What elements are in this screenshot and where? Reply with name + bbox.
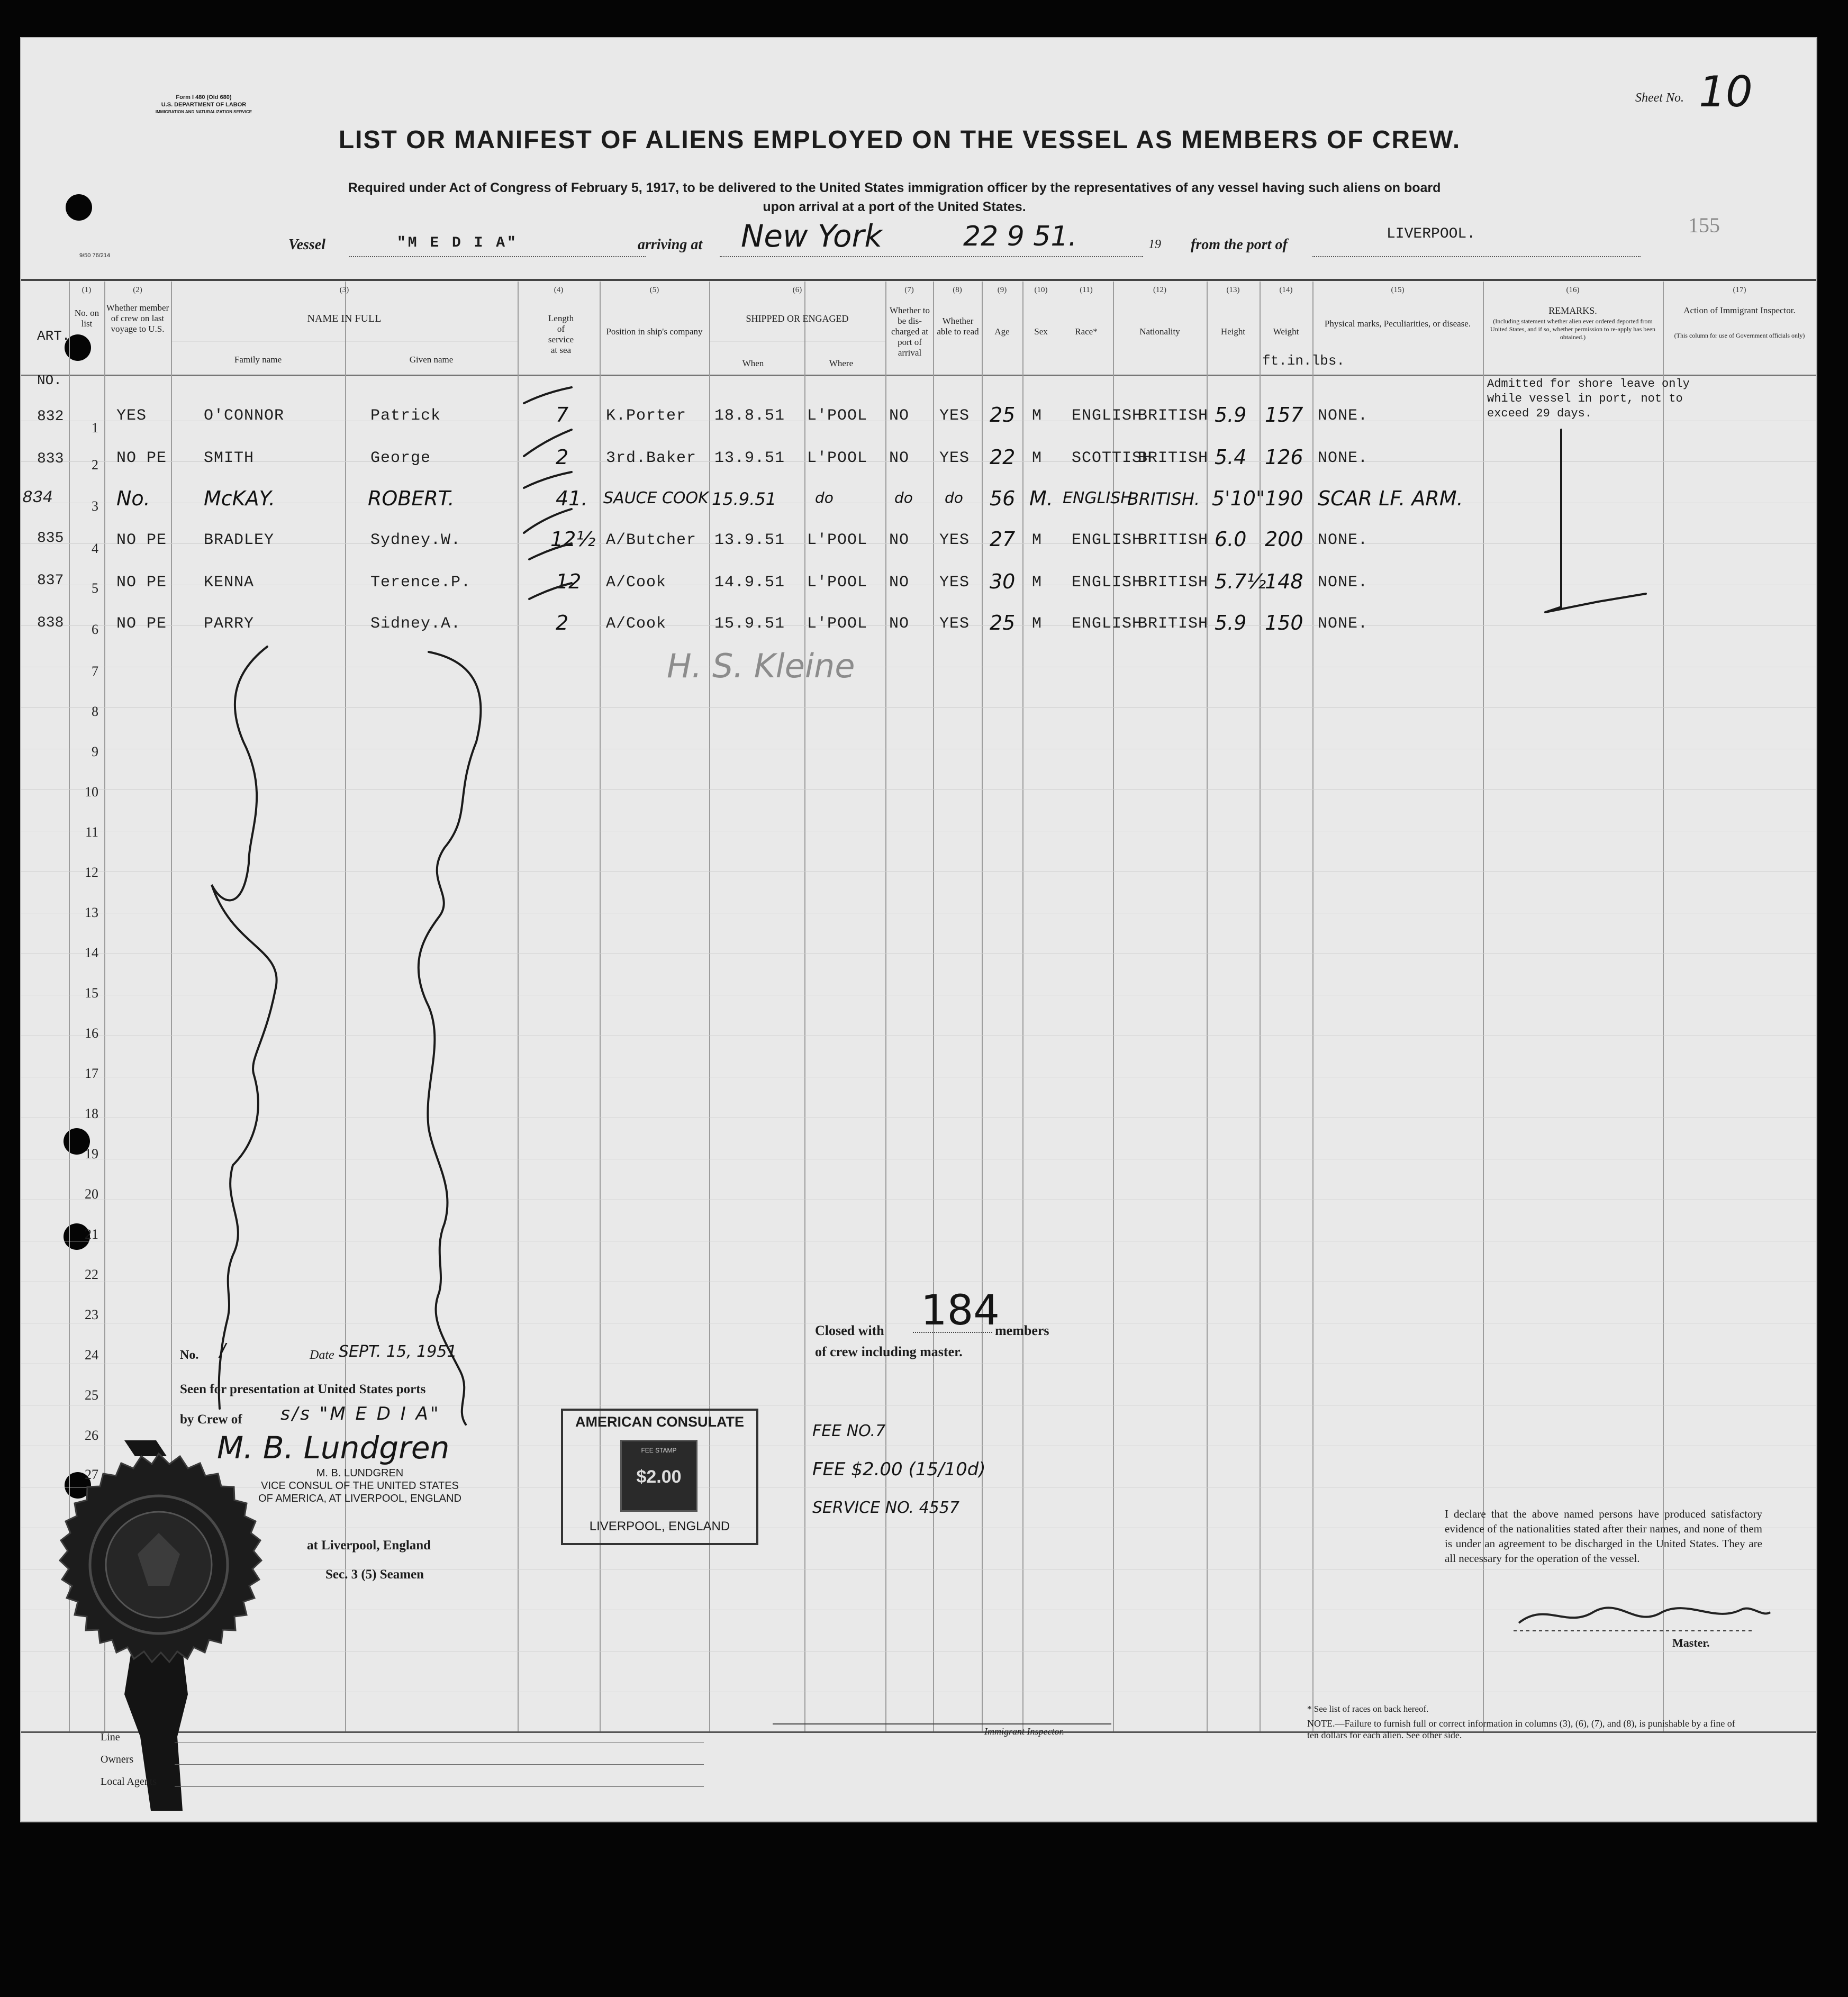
cell-given-name: ROBERT. bbox=[368, 487, 455, 510]
fee-number: FEE NO.7 bbox=[812, 1422, 886, 1440]
row-number: 24 bbox=[85, 1347, 98, 1363]
from-port-label: from the port of bbox=[1191, 237, 1288, 253]
cell-race: ENGLISH bbox=[1072, 531, 1143, 549]
form-id-line3: IMMIGRATION AND NATURALIZATION SERVICE bbox=[155, 110, 252, 114]
row-number: 11 bbox=[85, 824, 98, 840]
inspector-initials: H. S. Kleine bbox=[667, 647, 855, 685]
crew-including-master: of crew including master. bbox=[815, 1344, 963, 1359]
cell-where: L'POOL bbox=[807, 574, 868, 592]
master-signature bbox=[1503, 1591, 1778, 1639]
cell-discharged: NO bbox=[889, 449, 910, 467]
art-label: ART. bbox=[37, 328, 70, 344]
footer-owners-label: Owners bbox=[101, 1754, 134, 1765]
row-number: 1 bbox=[92, 420, 98, 435]
cell-service: 7 bbox=[556, 403, 569, 426]
cell-race: SCOTTISH bbox=[1072, 449, 1153, 467]
cell-discharged: NO bbox=[889, 407, 910, 425]
consulate-stamp-top: AMERICAN CONSULATE bbox=[575, 1414, 744, 1430]
row-number: 12 bbox=[85, 865, 98, 880]
cell-sex: M. bbox=[1029, 487, 1053, 510]
cell-family-name: O'CONNOR bbox=[204, 407, 285, 425]
by-crew-label: by Crew of bbox=[180, 1412, 242, 1427]
cell-discharged: do bbox=[894, 489, 913, 506]
col-where: Where bbox=[829, 358, 854, 368]
closed-with-label: Closed with bbox=[815, 1323, 884, 1338]
immigrant-inspector-label: Immigrant Inspector. bbox=[984, 1726, 1064, 1737]
cell-service: 12 bbox=[556, 570, 582, 593]
closed-count-underline bbox=[913, 1332, 992, 1333]
members-label: members bbox=[995, 1323, 1049, 1338]
row-number: 26 bbox=[85, 1428, 98, 1443]
cell-age: 56 bbox=[990, 487, 1016, 510]
col-nationality: Nationality bbox=[1139, 326, 1180, 337]
row-number: 17 bbox=[85, 1066, 98, 1081]
consul-no-value: / bbox=[220, 1340, 226, 1361]
cell-where: do bbox=[815, 489, 834, 506]
form-id-line1: Form I 480 (Old 680) bbox=[176, 94, 232, 101]
cell-sex: M bbox=[1032, 407, 1043, 425]
by-crew-vessel: s/s "M E D I A" bbox=[280, 1403, 441, 1424]
col-number: (12) bbox=[1153, 286, 1166, 294]
cell-race: ENGLISH bbox=[1063, 489, 1133, 507]
arriving-port: New York bbox=[741, 218, 882, 254]
cell-weight: 150 bbox=[1265, 611, 1303, 634]
cell-sex: M bbox=[1032, 574, 1043, 592]
col-given-name: Given name bbox=[409, 355, 454, 365]
col-number: (14) bbox=[1279, 286, 1293, 294]
master-label: Master. bbox=[1672, 1636, 1710, 1649]
ditto-wave-right bbox=[419, 652, 481, 1424]
cell-family-name: KENNA bbox=[204, 574, 255, 592]
col-number: (9) bbox=[997, 286, 1007, 294]
col-number: (5) bbox=[649, 286, 659, 294]
service-slash bbox=[524, 472, 572, 488]
cell-height: 5.7½ bbox=[1215, 570, 1266, 593]
col-physical-marks: Physical marks, Peculiarities, or disease. bbox=[1324, 319, 1471, 329]
row-number: 8 bbox=[92, 704, 98, 719]
col-number: (11) bbox=[1080, 286, 1093, 294]
form-id-line2: U.S. DEPARTMENT OF LABOR bbox=[161, 102, 247, 108]
row-number: 21 bbox=[85, 1227, 98, 1242]
cell-service: 12½ bbox=[550, 528, 596, 551]
cell-when: 15.9.51 bbox=[714, 615, 785, 633]
col-number: (8) bbox=[953, 286, 962, 294]
cell-marks: SCAR LF. ARM. bbox=[1318, 487, 1463, 510]
cell-weight: 126 bbox=[1265, 446, 1303, 469]
cell-height: 5.9 bbox=[1215, 611, 1247, 634]
row-number: 14 bbox=[85, 945, 98, 960]
cell-nationality: BRITISH bbox=[1138, 574, 1209, 592]
subtitle-line1: Required under Act of Congress of February 5, 1917, to be delivered to the United States immigration officer by the representatives of any vessel having such aliens on board bbox=[348, 180, 1441, 195]
cell-read: YES bbox=[939, 531, 970, 549]
col-number: (13) bbox=[1226, 286, 1240, 294]
cell-last-voyage: NO PE bbox=[116, 615, 167, 633]
row-number: 16 bbox=[85, 1025, 98, 1041]
cell-weight: 148 bbox=[1265, 570, 1303, 593]
stamp-number: 155 bbox=[1688, 213, 1720, 237]
row-number: 2 bbox=[92, 457, 98, 473]
row-number: 19 bbox=[85, 1146, 98, 1161]
col-number: (3) bbox=[339, 286, 349, 294]
footer-agents-label: Local Agents bbox=[101, 1776, 157, 1787]
arriving-label: arriving at bbox=[638, 237, 703, 253]
subtitle-line2: upon arrival at a port of the United States. bbox=[763, 199, 1026, 214]
cell-service: 41. bbox=[556, 487, 588, 510]
cell-where: L'POOL bbox=[807, 615, 868, 633]
col-number: (2) bbox=[133, 286, 142, 294]
year-prefix: 19 bbox=[1148, 238, 1161, 251]
consulate-stamp-bottom: LIVERPOOL, ENGLAND bbox=[589, 1519, 730, 1533]
cell-when: 18.8.51 bbox=[714, 407, 785, 425]
row-number: 9 bbox=[92, 744, 98, 759]
closed-count: 184 bbox=[921, 1287, 1000, 1335]
cell-nationality: BRITISH bbox=[1138, 615, 1209, 633]
consul-date: SEPT. 15, 1951 bbox=[339, 1342, 457, 1361]
inspector-signature-line bbox=[773, 1723, 1111, 1724]
art-number: 833 bbox=[37, 451, 64, 467]
cell-last-voyage: NO PE bbox=[116, 574, 167, 592]
col-number: (4) bbox=[554, 286, 564, 294]
page-title: LIST OR MANIFEST OF ALIENS EMPLOYED ON THE VESSEL AS MEMBERS OF CREW. bbox=[338, 126, 1461, 154]
row-number: 20 bbox=[85, 1186, 98, 1202]
art-number: 835 bbox=[37, 530, 64, 547]
col-number: (6) bbox=[792, 286, 802, 294]
cell-position: A/Butcher bbox=[606, 531, 697, 549]
cell-age: 27 bbox=[990, 528, 1016, 551]
cell-position: K.Porter bbox=[606, 407, 687, 425]
col-number: (16) bbox=[1566, 286, 1580, 294]
col-list-no: No. on list bbox=[74, 308, 99, 329]
cell-nationality: BRITISH. bbox=[1127, 489, 1200, 509]
remarks-bracket bbox=[1545, 430, 1646, 612]
cell-sex: M bbox=[1032, 531, 1043, 549]
row-number: 13 bbox=[85, 905, 98, 920]
row-number: 25 bbox=[85, 1387, 98, 1403]
cell-family-name: BRADLEY bbox=[204, 531, 275, 549]
art-number: 832 bbox=[37, 409, 64, 425]
consul-title-line2: OF AMERICA, AT LIVERPOOL, ENGLAND bbox=[258, 1493, 461, 1504]
cell-read: YES bbox=[939, 574, 970, 592]
row-number: 7 bbox=[92, 664, 98, 679]
row-number: 23 bbox=[85, 1307, 98, 1322]
remarks-note: Admitted for shore leave only while vessel in port, not to exceed 29 days. bbox=[1487, 377, 1690, 420]
cell-position: SAUCE COOK bbox=[603, 489, 709, 507]
fee-stamp-value: $2.00 bbox=[636, 1467, 682, 1487]
col-shipped: SHIPPED OR ENGAGED bbox=[746, 313, 849, 324]
cell-marks: NONE. bbox=[1318, 615, 1369, 633]
cell-last-voyage: No. bbox=[116, 487, 150, 510]
cell-family-name: PARRY bbox=[204, 615, 255, 633]
cell-family-name: SMITH bbox=[204, 449, 255, 467]
cell-marks: NONE. bbox=[1318, 574, 1369, 592]
col-number: (17) bbox=[1733, 286, 1746, 294]
sheet-label: Sheet No. bbox=[1635, 91, 1684, 105]
col-last-voyage: Whether member of crew on last voyage to U.S. bbox=[106, 303, 169, 334]
cell-age: 25 bbox=[990, 611, 1016, 634]
cell-given-name: Sidney.A. bbox=[370, 615, 461, 633]
col-remarks-note: (Including statement whether alien ever ordered deported from United States, and if so, whether permission to re-apply has been obtained.) bbox=[1490, 317, 1655, 341]
col-number: (1) bbox=[81, 286, 92, 294]
row-number: 10 bbox=[85, 784, 98, 800]
cell-given-name: Patrick bbox=[370, 407, 441, 425]
col-inspector-action: Action of Immigrant Inspector. bbox=[1683, 305, 1796, 315]
col-weight: Weight bbox=[1273, 326, 1299, 337]
consul-no-label: No. bbox=[180, 1348, 199, 1362]
ditto-wave-left bbox=[212, 647, 277, 1409]
cell-last-voyage: YES bbox=[116, 407, 147, 425]
service-slash bbox=[529, 543, 572, 559]
consul-name: M. B. LUNDGREN bbox=[316, 1467, 404, 1479]
vessel-label: Vessel bbox=[288, 237, 325, 253]
cell-family-name: McKAY. bbox=[204, 487, 275, 510]
cell-weight: 157 bbox=[1265, 403, 1303, 426]
cell-last-voyage: NO PE bbox=[116, 449, 167, 467]
consul-title-line1: VICE CONSUL OF THE UNITED STATES bbox=[261, 1480, 459, 1492]
cell-marks: NONE. bbox=[1318, 531, 1369, 549]
manifest-sheet bbox=[20, 37, 1817, 1822]
cell-when: 13.9.51 bbox=[714, 531, 785, 549]
cell-height: 5'10" bbox=[1212, 487, 1265, 510]
cell-when: 13.9.51 bbox=[714, 449, 785, 467]
col-remarks: REMARKS. bbox=[1548, 305, 1597, 316]
service-slash bbox=[524, 387, 572, 403]
vessel-name: "M E D I A" bbox=[397, 235, 518, 251]
cell-where: L'POOL bbox=[807, 407, 868, 425]
fee-stamp-label: FEE STAMP bbox=[641, 1447, 677, 1454]
row-number: 3 bbox=[92, 498, 98, 514]
service-slash bbox=[529, 583, 572, 599]
cell-sex: M bbox=[1032, 615, 1043, 633]
col-age: Age bbox=[994, 326, 1010, 337]
service-slash bbox=[524, 430, 572, 456]
col-length-service: Length of service at sea bbox=[548, 313, 574, 355]
cell-age: 25 bbox=[990, 403, 1016, 426]
cell-sex: M bbox=[1032, 449, 1043, 467]
cell-given-name: Sydney.W. bbox=[370, 531, 461, 549]
cell-read: YES bbox=[939, 407, 970, 425]
cell-weight: 190 bbox=[1265, 487, 1303, 510]
col-family-name: Family name bbox=[234, 355, 282, 365]
cell-height: 5.9 bbox=[1215, 403, 1247, 426]
cell-where: L'POOL bbox=[807, 531, 868, 549]
cell-height: 5.4 bbox=[1215, 446, 1247, 469]
cell-marks: NONE. bbox=[1318, 407, 1369, 425]
cell-race: ENGLISH bbox=[1072, 407, 1143, 425]
sheet-number: 10 bbox=[1699, 67, 1753, 116]
consul-section: Sec. 3 (5) Seamen bbox=[325, 1567, 424, 1582]
footer-agents-rule bbox=[175, 1786, 704, 1787]
consulate-stamp bbox=[561, 1409, 758, 1545]
file-code: 9/50 76/214 bbox=[79, 252, 111, 259]
cell-weight: 200 bbox=[1265, 528, 1303, 551]
col-when: When bbox=[742, 358, 764, 368]
col-number: (10) bbox=[1034, 286, 1048, 294]
service-number: SERVICE NO. 4557 bbox=[812, 1499, 959, 1517]
cell-age: 30 bbox=[990, 570, 1016, 593]
seen-for-presentation: Seen for presentation at United States ports bbox=[180, 1382, 426, 1396]
cell-when: 15.9.51 bbox=[712, 489, 777, 509]
cell-last-voyage: NO PE bbox=[116, 531, 167, 549]
fee-amount: FEE $2.00 (15/10d) bbox=[812, 1459, 986, 1480]
row-number: 22 bbox=[85, 1267, 98, 1282]
cell-given-name: George bbox=[370, 449, 431, 467]
cell-nationality: BRITISH bbox=[1138, 407, 1209, 425]
cell-race: ENGLISH bbox=[1072, 574, 1143, 592]
consul-signature: M. B. Lundgren bbox=[217, 1430, 450, 1466]
footer-owners-rule bbox=[175, 1764, 704, 1765]
cell-service: 2 bbox=[556, 446, 569, 469]
col-name-in-full: NAME IN FULL bbox=[307, 313, 382, 324]
cell-marks: NONE. bbox=[1318, 449, 1369, 467]
arrival-date: 22 9 51. bbox=[963, 221, 1077, 252]
height-weight-units: ft.in.lbs. bbox=[1262, 353, 1345, 369]
art-number: 838 bbox=[37, 615, 64, 631]
row-number: 4 bbox=[92, 541, 98, 556]
consul-date-label: Date bbox=[310, 1348, 334, 1362]
master-declaration: I declare that the above named persons have produced satisfactory evidence of the nationalities stated after their names, and none of them is under an agreement to be discharged in the United States. They are all necessary for the operation of the vessel. bbox=[1445, 1508, 1762, 1565]
row-number: 27 bbox=[85, 1467, 98, 1482]
art-number: 834 bbox=[22, 488, 53, 507]
cell-given-name: Terence.P. bbox=[370, 574, 472, 592]
cell-height: 6.0 bbox=[1215, 528, 1247, 551]
cell-age: 22 bbox=[990, 446, 1016, 469]
col-sex: Sex bbox=[1034, 326, 1048, 337]
col-discharged: Whether to be dis-charged at port of arrival bbox=[890, 305, 930, 358]
cell-read: do bbox=[945, 489, 963, 506]
cell-service: 2 bbox=[556, 611, 569, 634]
cell-where: L'POOL bbox=[807, 449, 868, 467]
fine-note: NOTE.—Failure to furnish full or correct information in columns (3), (6), (7), and (8), is punishable by a fine of ten dollars for each alien. See other side. bbox=[1307, 1718, 1735, 1740]
row-number: 6 bbox=[92, 622, 98, 637]
col-height: Height bbox=[1220, 326, 1246, 337]
col-position: Position in ship's company bbox=[606, 326, 703, 337]
col-read: Whether able to read bbox=[937, 316, 979, 337]
races-note: * See list of races on back hereof. bbox=[1307, 1704, 1429, 1714]
cell-when: 14.9.51 bbox=[714, 574, 785, 592]
col-race: Race* bbox=[1075, 326, 1098, 337]
row-number: 15 bbox=[85, 985, 98, 1001]
cell-race: ENGLISH bbox=[1072, 615, 1143, 633]
cell-position: A/Cook bbox=[606, 615, 667, 633]
col-number: (15) bbox=[1391, 286, 1405, 294]
cell-discharged: NO bbox=[889, 531, 910, 549]
fee-stamp bbox=[620, 1440, 697, 1512]
col-inspector-note: (This column for use of Government officials only) bbox=[1674, 332, 1805, 339]
cell-discharged: NO bbox=[889, 574, 910, 592]
footer-line-label: Line bbox=[101, 1731, 120, 1743]
cell-read: YES bbox=[939, 615, 970, 633]
seal-ribbon-top bbox=[124, 1440, 167, 1456]
cell-position: 3rd.Baker bbox=[606, 449, 697, 467]
row-number: 5 bbox=[92, 580, 98, 596]
art-no-label: NO. bbox=[37, 373, 62, 388]
from-port: LIVERPOOL. bbox=[1387, 226, 1476, 242]
col-number: (7) bbox=[904, 286, 914, 294]
art-number: 837 bbox=[37, 573, 64, 589]
cell-read: YES bbox=[939, 449, 970, 467]
row-number: 18 bbox=[85, 1106, 98, 1121]
cell-nationality: BRITISH bbox=[1138, 531, 1209, 549]
cell-discharged: NO bbox=[889, 615, 910, 633]
cell-nationality: BRITISH bbox=[1138, 449, 1209, 467]
consul-place: at Liverpool, England bbox=[307, 1538, 431, 1553]
service-slash bbox=[524, 509, 572, 533]
cell-position: A/Cook bbox=[606, 574, 667, 592]
